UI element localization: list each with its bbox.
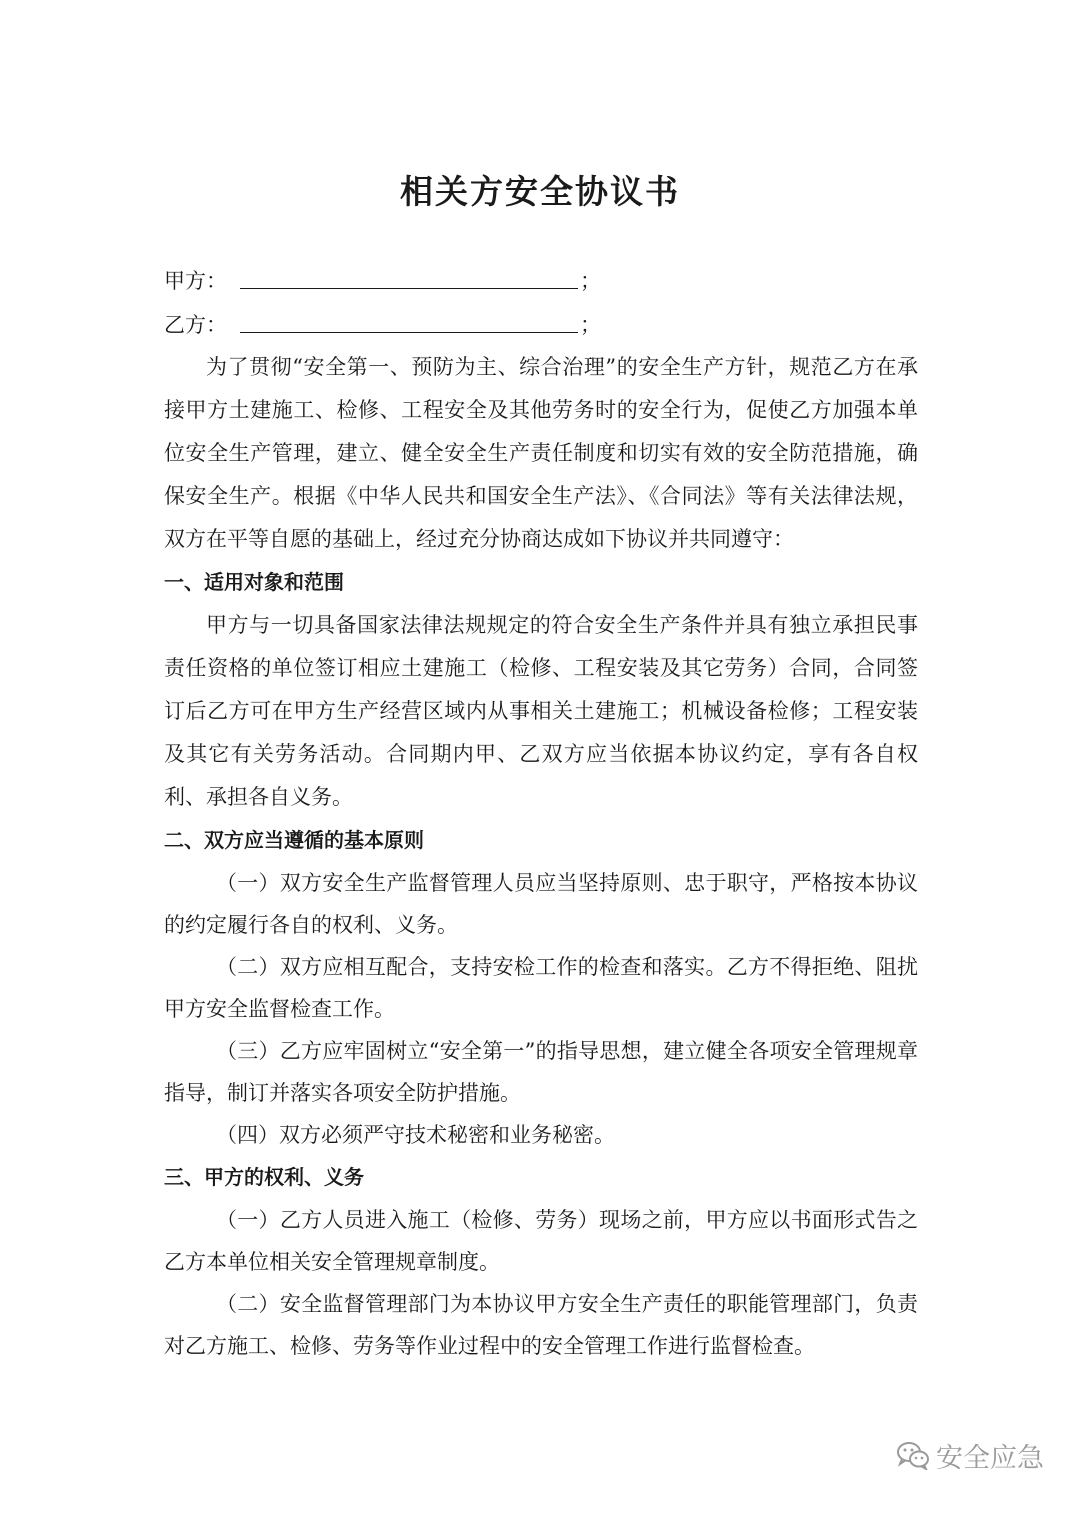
party-b-row (164, 310, 601, 340)
section-heading-party-a-rights: 三、甲方的权利、义务 (164, 1165, 364, 1189)
principle-item-4: （四）双方必须严守技术秘密和业务秘密。 (216, 1123, 615, 1147)
document-title: 相关方安全协议书 (400, 172, 680, 211)
party-a-label: 甲方： (164, 269, 227, 293)
document-body (164, 346, 918, 1367)
party-b-semicolon: ； (580, 313, 601, 337)
watermark-text: 安全应急 (936, 1442, 1044, 1474)
principle-item-2: （二）双方应相互配合，支持安检工作的检查和落实。乙方不得拒绝、阻扰甲方安全监督检查工作。 (164, 955, 918, 1021)
principle-item-1: （一）双方安全生产监督管理人员应当坚持原则、忠于职守，严格按本协议的约定履行各自的权利、义务。 (164, 871, 918, 937)
principle-item-3: （三）乙方应牢固树立“安全第一”的指导思想，建立健全各项安全管理规章指导，制订并落实各项安全防护措施。 (164, 1039, 918, 1105)
party-a-semicolon: ； (580, 269, 601, 293)
party-a-row (164, 266, 601, 296)
watermark (896, 1430, 1044, 1480)
section-heading-principles: 二、双方应当遵循的基本原则 (164, 828, 424, 852)
wechat-icon (896, 1440, 930, 1470)
party-b-blank-line (240, 312, 578, 333)
section-heading-scope: 一、适用对象和范围 (164, 570, 344, 594)
party-a-item-2: （二）安全监督管理部门为本协议甲方安全生产责任的职能管理部门，负责对乙方施工、检修、劳务等作业过程中的安全管理工作进行监督检查。 (164, 1292, 918, 1358)
intro-paragraph: 为了贯彻“安全第一、预防为主、综合治理”的安全生产方针，规范乙方在承接甲方土建施工、检修、工程安全及其他劳务时的安全行为，促使乙方加强本单位安全生产管理，建立、健全安全生产责任制度和切实有效的安全防范措施，确保安全生产。根据《中华人民共和国安全生产法》、《合同法》等有关法律法规，双方在平等自愿的基础上，经过充分协商达成如下协议并共同遵守： (164, 355, 918, 551)
party-a-item-1: （一）乙方人员进入施工（检修、劳务）现场之前，甲方应以书面形式告之乙方本单位相关安全管理规章制度。 (164, 1208, 918, 1274)
party-b-label: 乙方： (164, 313, 227, 337)
party-a-blank-line (240, 268, 578, 289)
scope-paragraph: 甲方与一切具备国家法律法规规定的符合安全生产条件并具有独立承担民事责任资格的单位签订相应土建施工（检修、工程安装及其它劳务）合同，合同签订后乙方可在甲方生产经营区域内从事相关土建施工；机械设备检修；工程安装及其它有关劳务活动。合同期内甲、乙双方应当依据本协议约定，享有各自权利、承担各自义务。 (164, 613, 918, 809)
